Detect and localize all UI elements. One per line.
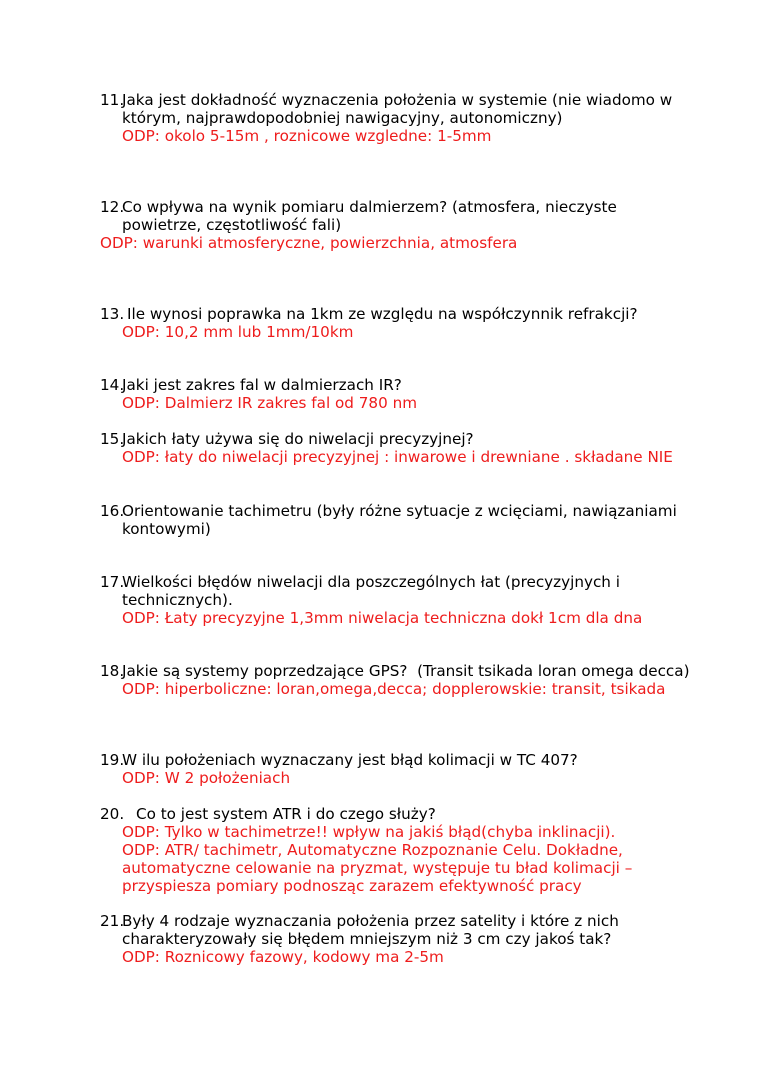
answer-text: ODP: hiperboliczne: loran,omega,decca; dopplerowskie: transit, tsikada: [122, 680, 666, 698]
question-number: 21.: [100, 912, 125, 930]
question-text: Ile wynosi poprawka na 1km ze względu na współczynnik refrakcji?: [127, 305, 638, 323]
question-11: [100, 91, 690, 145]
question-16: [100, 502, 690, 538]
answer-text: ODP: 10,2 mm lub 1mm/10km: [122, 323, 354, 341]
question-21: [100, 912, 690, 966]
question-text: Co wpływa na wynik pomiaru dalmierzem? (atmosfera, nieczyste powietrze, częstotliwość fali): [122, 198, 622, 234]
answer-text: ODP: W 2 położeniach: [122, 769, 291, 787]
question-15: [100, 430, 690, 466]
question-text: Jaka jest dokładność wyznaczenia położenia w systemie (nie wiadomo w którym, najprawdopodobniej nawigacyjny, autonomiczny): [122, 91, 678, 127]
question-number: 11.: [100, 91, 125, 109]
answer-text: ODP: Tylko w tachimetrze!! wpływ na jakiś błąd(chyba inklinacji).: [122, 823, 616, 841]
question-text: Wielkości błędów niwelacji dla poszczególnych łat (precyzyjnych i technicznych).: [122, 573, 625, 609]
question-20: [100, 805, 690, 895]
answer-text: ODP: ATR/ tachimetr, Automatyczne Rozpoznanie Celu. Dokładne, automatyczne celowanie na pryzmat, występuje tu bład kolimacji – przyspiesza pomiary podnosząc zarazem efektywność pracy: [122, 841, 633, 895]
question-number: 19.: [100, 751, 125, 769]
question-19: [100, 751, 690, 787]
question-text: Jakich łaty używa się do niwelacji precyzyjnej?: [122, 430, 474, 448]
question-number: 17.: [100, 573, 125, 591]
answer-text: ODP: Łaty precyzyjne 1,3mm niwelacja techniczna dokł 1cm dla dna: [122, 609, 643, 627]
question-text: W ilu położeniach wyznaczany jest błąd kolimacji w TC 407?: [122, 751, 578, 769]
question-number: 20.: [100, 805, 125, 823]
answer-text: ODP: Roznicowy fazowy, kodowy ma 2-5m: [122, 948, 444, 966]
question-text: Orientowanie tachimetru (były różne sytuacje z wcięciami, nawiązaniami kontowymi): [122, 502, 682, 538]
question-number: 16.: [100, 502, 125, 520]
question-13: [100, 305, 690, 341]
question-14: [100, 376, 690, 412]
question-text: Jaki jest zakres fal w dalmierzach IR?: [122, 376, 402, 394]
question-text: Były 4 rodzaje wyznaczania położenia przez satelity i które z nich charakteryzowały się błędem mniejszym niż 3 cm czy jakoś tak?: [122, 912, 624, 948]
question-number: 12.: [100, 198, 125, 216]
question-number: 15.: [100, 430, 125, 448]
question-text: [122, 662, 695, 698]
answer-text: ODP: Dalmierz IR zakres fal od 780 nm: [122, 394, 417, 412]
question-18: [100, 662, 695, 698]
question-number: 18.: [100, 662, 125, 680]
question-text: Co to jest system ATR i do czego służy?: [136, 805, 436, 823]
answer-text: ODP: okolo 5-15m , roznicowe wzgledne: 1-5mm: [122, 127, 492, 145]
question-text-inline: Jakie są systemy poprzedzające GPS? (Transit tsikada loran omega decca): [122, 662, 695, 680]
question-number: 13.: [100, 305, 125, 323]
question-17: [100, 573, 690, 627]
question-number: 14.: [100, 376, 125, 394]
answer-text: ODP: łaty do niwelacji precyzyjnej : inwarowe i drewniane . składane NIE: [122, 448, 673, 466]
answer-text: ODP: warunki atmosferyczne, powierzchnia, atmosfera: [100, 234, 518, 252]
question-12: [100, 198, 690, 252]
